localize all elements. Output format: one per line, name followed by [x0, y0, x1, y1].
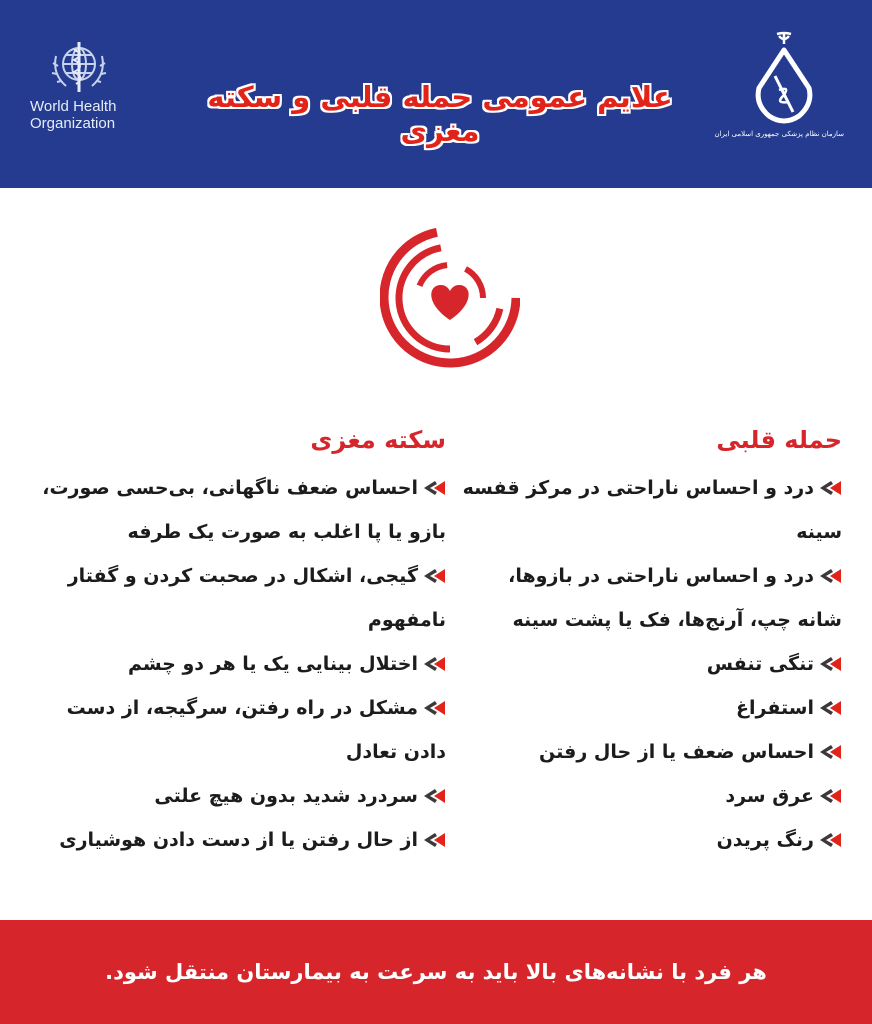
iran-medical-council-logo	[714, 30, 844, 138]
who-logo	[30, 36, 140, 132]
iran-medical-council-emblem-icon	[749, 30, 819, 128]
heart-attack-title: حمله قلبی	[716, 426, 842, 454]
list-item-text: رنگ پریدن	[716, 829, 814, 851]
who-name-line1: World Health	[30, 98, 117, 115]
who-emblem-icon	[44, 36, 114, 98]
stroke-symptoms-list	[22, 466, 446, 862]
bullet-chevron-icon	[818, 657, 842, 671]
footer-message: هر فرد با نشانه‌های بالا باید به سرعت به بیمارستان منتقل شود.	[105, 960, 767, 984]
list-item-text: سردرد شدید بدون هیچ علتی	[154, 785, 418, 807]
list-item	[462, 730, 842, 774]
bullet-chevron-icon	[818, 481, 842, 495]
list-item-text: از حال رفتن یا از دست دادن هوشیاری	[59, 829, 418, 851]
list-item	[22, 642, 446, 686]
list-item	[462, 466, 842, 554]
list-item-text: مشکل در راه رفتن، سرگیجه، از دست دادن تعادل	[66, 697, 446, 763]
bullet-chevron-icon	[422, 481, 446, 495]
list-item	[462, 642, 842, 686]
bullet-chevron-icon	[818, 745, 842, 759]
bullet-chevron-icon	[422, 833, 446, 847]
who-name-line2: Organization	[30, 115, 116, 132]
list-item	[22, 818, 446, 862]
bullet-chevron-icon	[422, 657, 446, 671]
list-item-text: درد و احساس ناراحتی در بازوها، شانه چپ، آرنج‌ها، فک یا پشت سینه	[508, 565, 842, 631]
iran-medical-council-caption: سازمان نظام پزشکی جمهوری اسلامی ایران	[714, 130, 844, 138]
footer-banner	[0, 920, 872, 1024]
list-item-text: عرق سرد	[725, 785, 814, 807]
bullet-chevron-icon	[818, 701, 842, 715]
bullet-chevron-icon	[818, 789, 842, 803]
list-item-text: احساس ضعف یا از حال رفتن	[539, 741, 814, 763]
heart-attack-column	[462, 420, 842, 862]
bullet-chevron-icon	[422, 789, 446, 803]
list-item	[462, 774, 842, 818]
bullet-chevron-icon	[818, 569, 842, 583]
list-item-text: اختلال بینایی یک یا هر دو چشم	[127, 653, 418, 675]
heart-attack-symptoms-list	[462, 466, 842, 862]
list-item-text: تنگی تنفس	[706, 653, 814, 675]
page-title: علایم عمومی حمله قلبی و سکته مغزی	[207, 80, 673, 148]
bullet-chevron-icon	[422, 701, 446, 715]
bullet-chevron-icon	[818, 833, 842, 847]
stroke-title: سکته مغزی	[310, 426, 446, 454]
list-item-text: احساس ضعف ناگهانی، بی‌حسی صورت، بازو یا پا اغلب به صورت یک طرفه	[42, 477, 446, 543]
hero-heart-icon	[380, 228, 520, 372]
list-item	[22, 466, 446, 554]
list-item	[22, 554, 446, 642]
list-item-text: گیجی، اشکال در صحبت کردن و گفتار نامفهوم	[67, 565, 446, 631]
list-item	[22, 774, 446, 818]
list-item-text: درد و احساس ناراحتی در مرکز قفسه سینه	[462, 477, 842, 543]
bullet-chevron-icon	[422, 569, 446, 583]
list-item	[22, 686, 446, 774]
list-item	[462, 818, 842, 862]
stroke-column	[22, 420, 446, 862]
header-banner	[0, 0, 872, 188]
list-item-text: استفراغ	[736, 697, 814, 719]
list-item	[462, 554, 842, 642]
list-item	[462, 686, 842, 730]
